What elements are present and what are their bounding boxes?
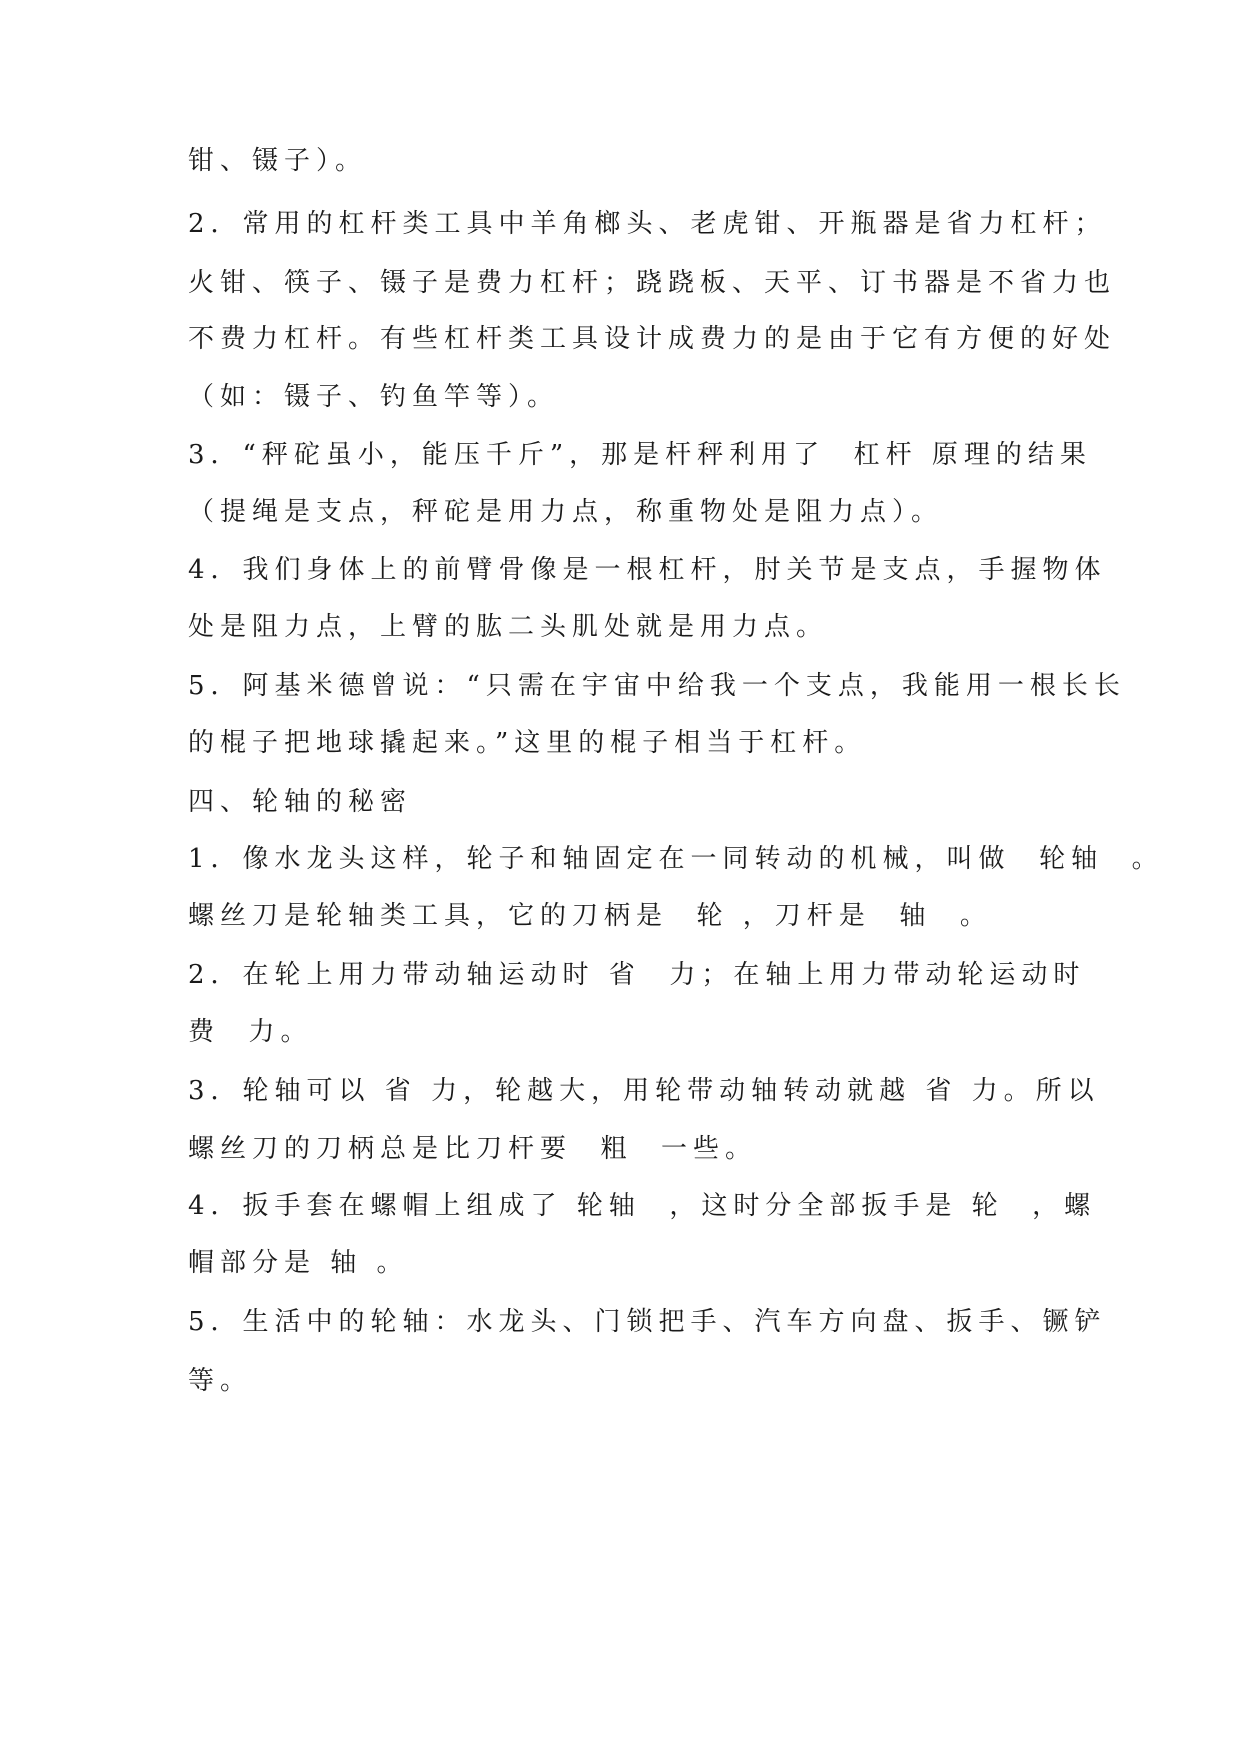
- text-line: 5．生活中的轮轴：水龙头、门锁把手、汽车方向盘、扳手、镢铲: [188, 1307, 1107, 1337]
- text-line: 4．扳手套在螺帽上组成了 轮轴 ，这时分全部扳手是 轮 ，螺: [188, 1191, 1097, 1221]
- text-line: 火钳、筷子、镊子是费力杠杆；跷跷板、天平、订书器是不省力也: [188, 268, 1117, 298]
- text-line: （提绳是支点，秤砣是用力点，称重物处是阻力点）。: [188, 497, 944, 527]
- text-line: 的棍子把地球撬起来。”这里的棍子相当于杠杆。: [188, 728, 867, 758]
- text-line: 1．像水龙头这样，轮子和轴固定在一同转动的机械，叫做 轮轴 。: [188, 844, 1164, 874]
- section-heading: 四、轮轴的秘密: [188, 787, 413, 817]
- text-line: 费 力。: [188, 1017, 313, 1047]
- text-line: 3．轮轴可以 省 力，轮越大，用轮带动轴转动就越 省 力。所以: [188, 1076, 1100, 1106]
- text-line: 处是阻力点，上臂的肱二头肌处就是用力点。: [188, 612, 829, 642]
- text-line: 帽部分是 轴 。: [188, 1248, 409, 1278]
- text-line: 钳、镊子）。: [188, 146, 368, 176]
- text-line: 2．常用的杠杆类工具中羊角榔头、老虎钳、开瓶器是省力杠杆；: [188, 209, 1107, 239]
- text-line: 2．在轮上用力带动轴运动时 省 力；在轴上用力带动轮运动时: [188, 960, 1086, 990]
- text-line: 等。: [188, 1366, 253, 1396]
- text-line: 5．阿基米德曾说：“只需在宇宙中给我一个支点，我能用一根长长: [188, 671, 1126, 701]
- text-line: （如：镊子、钓鱼竿等）。: [188, 382, 560, 412]
- text-line: 不费力杠杆。有些杠杆类工具设计成费力的是由于它有方便的好处: [188, 324, 1117, 354]
- text-line: 螺丝刀的刀柄总是比刀杆要 粗 一些。: [188, 1134, 758, 1164]
- text-line: 4．我们身体上的前臂骨像是一根杠杆，肘关节是支点，手握物体: [188, 555, 1107, 585]
- text-line: 螺丝刀是轮轴类工具，它的刀柄是 轮 ，刀杆是 轴 。: [188, 901, 992, 931]
- text-line: 3．“秤砣虽小，能压千斤”，那是杆秤利用了 杠杆 原理的结果: [188, 440, 1092, 470]
